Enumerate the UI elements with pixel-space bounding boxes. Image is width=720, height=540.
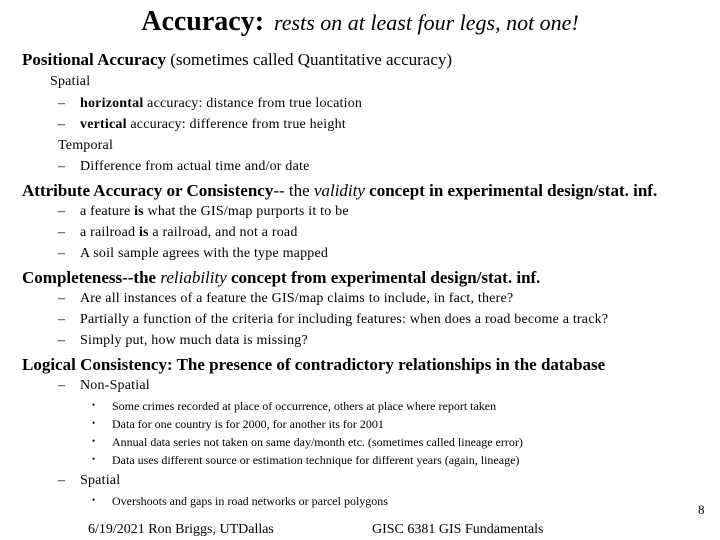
bullet-icon: • [92, 454, 96, 464]
spatial-label: Spatial [50, 74, 91, 89]
positional-heading-text: Positional Accuracy [22, 50, 167, 69]
horizontal-term: horizontal [80, 96, 144, 111]
list-item [92, 399, 496, 414]
dash-icon: – [58, 117, 66, 132]
dash-icon: – [58, 473, 66, 488]
attribute-heading-italic: validity [313, 181, 365, 200]
spatial-item-1: Overshoots and gaps in road networks or parcel polygons [112, 494, 388, 508]
list-item [58, 96, 362, 112]
list-item [58, 159, 310, 175]
title-subtitle: rests on at least four legs, not one! [274, 10, 579, 35]
dash-icon: – [58, 312, 66, 327]
temporal-item-text: Difference from actual time and/or date [80, 159, 310, 174]
list-item [92, 435, 523, 450]
bullet-icon: • [92, 400, 96, 410]
list-item [58, 333, 308, 349]
completeness-item-1: Are all instances of a feature the GIS/map claims to include, in fact, there? [80, 291, 514, 306]
attribute-item-2-bold: is [138, 225, 149, 240]
dash-icon: – [58, 246, 66, 261]
list-item [58, 378, 150, 394]
positional-heading [22, 50, 452, 70]
list-item [92, 494, 388, 509]
nonspatial-label: Non-Spatial [80, 378, 150, 393]
list-item [58, 117, 346, 133]
list-item [58, 473, 120, 489]
nonspatial-item-4: Data uses different source or estimation technique for different years (again, lineage) [112, 453, 520, 467]
attribute-item-1-post: what the GIS/map purports it to be [143, 204, 349, 219]
completeness-heading [22, 268, 540, 288]
title-main: Accuracy: [141, 6, 265, 37]
attribute-heading-mid: -- the [273, 181, 314, 200]
list-item [92, 453, 519, 468]
list-item [58, 204, 349, 220]
list-item [58, 246, 328, 262]
list-item [58, 225, 298, 241]
page-number: 8 [698, 502, 705, 517]
bullet-icon: • [92, 436, 96, 446]
dash-icon: – [58, 204, 66, 219]
nonspatial-item-3: Annual data series not taken on same day/month etc. (sometimes called lineage error) [112, 435, 523, 449]
completeness-heading-rest: concept from experimental design/stat. inf. [226, 268, 541, 287]
list-item [58, 291, 513, 307]
completeness-heading-italic: reliability [160, 268, 227, 287]
spatial-item-label: Spatial [80, 473, 121, 488]
attribute-item-1-bold: is [134, 204, 144, 219]
dash-icon: – [58, 159, 66, 174]
dash-icon: – [58, 378, 66, 393]
list-item [92, 417, 384, 432]
nonspatial-item-2: Data for one country is for 2000, for another its for 2001 [112, 417, 384, 431]
attribute-item-3: A soil sample agrees with the type mapped [80, 246, 329, 261]
nonspatial-item-1: Some crimes recorded at place of occurrence, others at place where report taken [112, 399, 497, 413]
dash-icon: – [58, 96, 66, 111]
attribute-heading [22, 181, 657, 201]
completeness-item-3: Simply put, how much data is missing? [80, 333, 308, 348]
vertical-text: accuracy: difference from true height [126, 117, 346, 132]
temporal-label: Temporal [58, 138, 114, 153]
dash-icon: – [58, 333, 66, 348]
footer-center: GISC 6381 GIS Fundamentals [372, 522, 544, 537]
logical-heading [22, 355, 605, 375]
completeness-heading-text: Completeness--the [22, 268, 161, 287]
attribute-item-1-pre: a feature [80, 204, 135, 219]
attribute-heading-text: Attribute Accuracy or Consistency [22, 181, 274, 200]
logical-heading-text: Logical Consistency: [22, 355, 173, 374]
vertical-term: vertical [80, 117, 127, 132]
bullet-icon: • [92, 495, 96, 505]
slide-title [0, 6, 720, 38]
attribute-item-2-post: a railroad, and not a road [148, 225, 298, 240]
dash-icon: – [58, 291, 66, 306]
list-item [58, 312, 608, 328]
bullet-icon: • [92, 418, 96, 428]
positional-heading-note: (sometimes called Quantitative accuracy) [170, 50, 453, 69]
horizontal-text: accuracy: distance from true location [143, 96, 363, 111]
attribute-item-2-pre: a railroad [80, 225, 139, 240]
attribute-heading-rest: concept in experimental design/stat. inf. [364, 181, 658, 200]
dash-icon: – [58, 225, 66, 240]
logical-heading-rest: The presence of contradictory relationships in the database [172, 355, 606, 374]
footer-left: 6/19/2021 Ron Briggs, UTDallas [88, 522, 274, 537]
completeness-item-2: Partially a function of the criteria for including features: when does a road become a track? [80, 312, 609, 327]
